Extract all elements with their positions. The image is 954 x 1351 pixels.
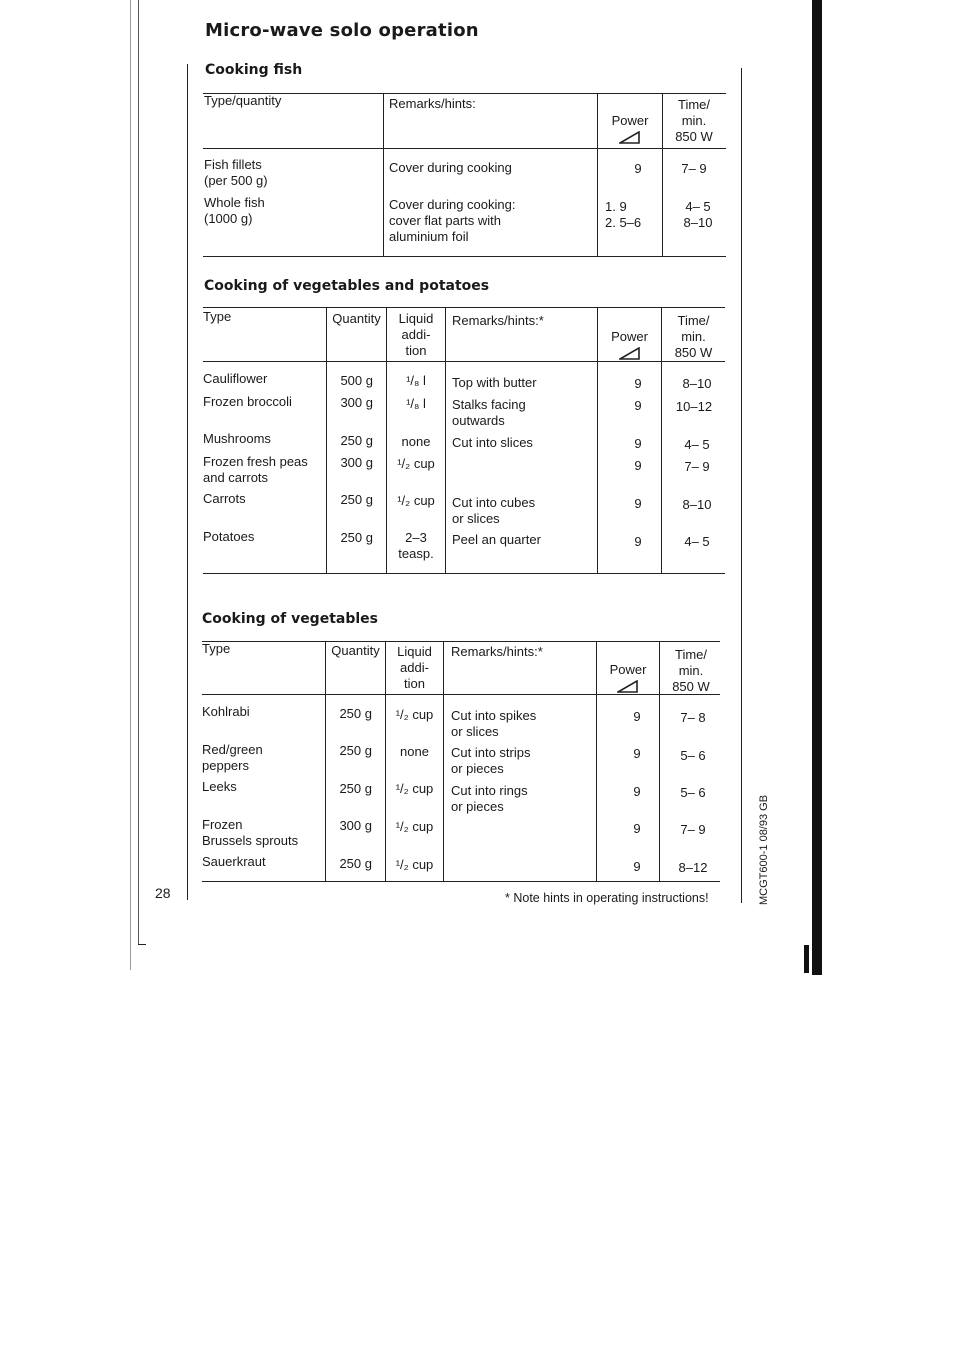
cell-type: Cauliflower	[203, 371, 268, 386]
cell-power: 9	[634, 534, 642, 549]
cell-type: Whole fish (1000 g)	[204, 195, 265, 226]
header-power-label: Power	[611, 113, 649, 128]
cell-quantity: 300 g	[340, 395, 373, 410]
cell-quantity: 250 g	[340, 492, 373, 507]
header-power	[598, 97, 662, 160]
header-type: Type	[202, 641, 231, 656]
cell-remarks: Peel an quarter	[452, 532, 541, 547]
cell-time: 5– 6	[680, 748, 706, 763]
cell-liquid: none	[401, 434, 431, 449]
cell-quantity: 250 g	[339, 706, 372, 721]
page-edge-line	[130, 0, 131, 970]
section-heading-vegetables: Cooking of vegetables	[202, 611, 378, 627]
cell-remarks: Cut into slices	[452, 435, 533, 450]
cell-power: 9	[633, 821, 641, 836]
header-time: Time/ min. 850 W	[672, 647, 710, 694]
cell-liquid: ¹/₂ cup	[395, 707, 434, 722]
binding-bar	[812, 0, 822, 975]
header-remarks: Remarks/hints:*	[452, 313, 544, 328]
footnote: * Note hints in operating instructions!	[505, 891, 709, 905]
header-remarks: Remarks/hints:	[389, 96, 476, 111]
cell-time: 10–12	[675, 399, 713, 414]
header-quantity: Quantity	[332, 311, 381, 326]
cell-type: Kohlrabi	[202, 704, 250, 719]
header-type: Type	[203, 309, 232, 324]
page-number: 28	[155, 885, 171, 901]
header-type-quantity: Type/quantity	[204, 93, 282, 108]
cell-remarks: Cut into strips or pieces	[451, 745, 531, 776]
cell-quantity: 250 g	[340, 530, 373, 545]
cell-power: 9	[633, 859, 641, 874]
binding-mark	[804, 945, 809, 973]
header-time: Time/ min. 850 W	[675, 97, 713, 144]
cell-time: 7– 9	[681, 161, 707, 176]
header-power	[597, 646, 659, 709]
cell-power: 9	[633, 709, 641, 724]
cell-liquid: ¹/₂ cup	[397, 456, 435, 471]
cell-time: 4– 5	[684, 437, 710, 452]
cell-liquid: none	[400, 744, 429, 759]
margin-tick	[138, 944, 146, 945]
header-remarks: Remarks/hints:*	[451, 644, 543, 659]
cell-remarks: Cover during cooking: cover flat parts with aluminium foil	[389, 197, 516, 244]
cell-type: Fish fillets (per 500 g)	[204, 157, 268, 188]
cell-type: Frozen fresh peas and carrots	[203, 454, 308, 485]
left-rule	[187, 64, 188, 884]
power-wedge-icon	[617, 680, 639, 693]
cell-time: 8–10	[682, 376, 712, 391]
cell-quantity: 250 g	[339, 856, 372, 871]
section-heading-veg-potatoes: Cooking of vegetables and potatoes	[204, 278, 490, 294]
cell-time: 8–12	[678, 860, 708, 875]
cell-liquid: ¹/₂ cup	[395, 857, 434, 872]
cell-remarks: Cut into rings or pieces	[451, 783, 528, 814]
cell-type: Red/green peppers	[202, 742, 263, 773]
right-rule	[741, 68, 742, 903]
cell-type: Leeks	[202, 779, 237, 794]
cell-quantity: 300 g	[339, 818, 372, 833]
header-power	[598, 313, 661, 376]
header-power-label: Power	[609, 662, 647, 677]
cell-liquid: ¹/₂ cup	[395, 819, 434, 834]
cell-liquid: ¹/₂ cup	[395, 781, 434, 796]
cell-type: Frozen Brussels sprouts	[202, 817, 299, 848]
cell-power: 9	[633, 784, 641, 799]
header-liquid: Liquid addi- tion	[397, 644, 432, 691]
cell-power: 1. 9 2. 5–6	[605, 199, 642, 230]
cell-time: 7– 8	[680, 710, 706, 725]
page-title: Micro-wave solo operation	[205, 20, 479, 41]
cell-time: 4– 5 8–10	[683, 199, 713, 230]
header-time: Time/ min. 850 W	[674, 313, 713, 360]
header-liquid: Liquid addi- tion	[398, 311, 434, 358]
cell-quantity: 300 g	[340, 455, 373, 470]
cell-power: 9	[634, 398, 642, 413]
cell-type: Frozen broccoli	[203, 394, 292, 409]
cell-remarks: Cut into spikes or slices	[451, 708, 537, 739]
cell-time: 7– 9	[680, 822, 706, 837]
header-quantity: Quantity	[331, 643, 380, 658]
header-power-label: Power	[611, 329, 648, 344]
cell-quantity: 500 g	[340, 373, 373, 388]
section-heading-fish: Cooking fish	[205, 62, 303, 78]
cell-type: Carrots	[203, 491, 246, 506]
cell-remarks: Cover during cooking	[389, 160, 512, 175]
cell-power: 9	[634, 161, 642, 176]
cell-type: Sauerkraut	[202, 854, 266, 869]
cell-type: Potatoes	[203, 529, 255, 544]
power-wedge-icon	[619, 131, 641, 144]
cell-liquid: 2–3 teasp.	[398, 530, 434, 561]
cell-type: Mushrooms	[203, 431, 271, 446]
cell-remarks: Top with butter	[452, 375, 537, 390]
power-wedge-icon	[619, 347, 641, 360]
cell-time: 4– 5	[684, 534, 710, 549]
cell-time: 8–10	[682, 497, 712, 512]
cell-liquid: ¹/₂ cup	[397, 493, 435, 508]
page-margin-line	[138, 0, 139, 945]
cell-quantity: 250 g	[340, 433, 373, 448]
cell-power: 9	[634, 458, 642, 473]
cell-liquid: ¹/₈ l	[406, 396, 426, 411]
left-rule-bottom	[187, 880, 188, 900]
cell-time: 7– 9	[684, 459, 710, 474]
cell-power: 9	[633, 746, 641, 761]
cell-quantity: 250 g	[339, 781, 372, 796]
document-code: MCGT600-1 08/93 GB	[758, 794, 770, 905]
cell-power: 9	[634, 376, 642, 391]
cell-power: 9	[634, 436, 642, 451]
cell-liquid: ¹/₈ l	[406, 373, 426, 388]
cell-time: 5– 6	[680, 785, 706, 800]
cell-remarks: Stalks facing outwards	[452, 397, 526, 428]
cell-remarks: Cut into cubes or slices	[452, 495, 536, 526]
cell-quantity: 250 g	[339, 743, 372, 758]
cell-power: 9	[634, 496, 642, 511]
